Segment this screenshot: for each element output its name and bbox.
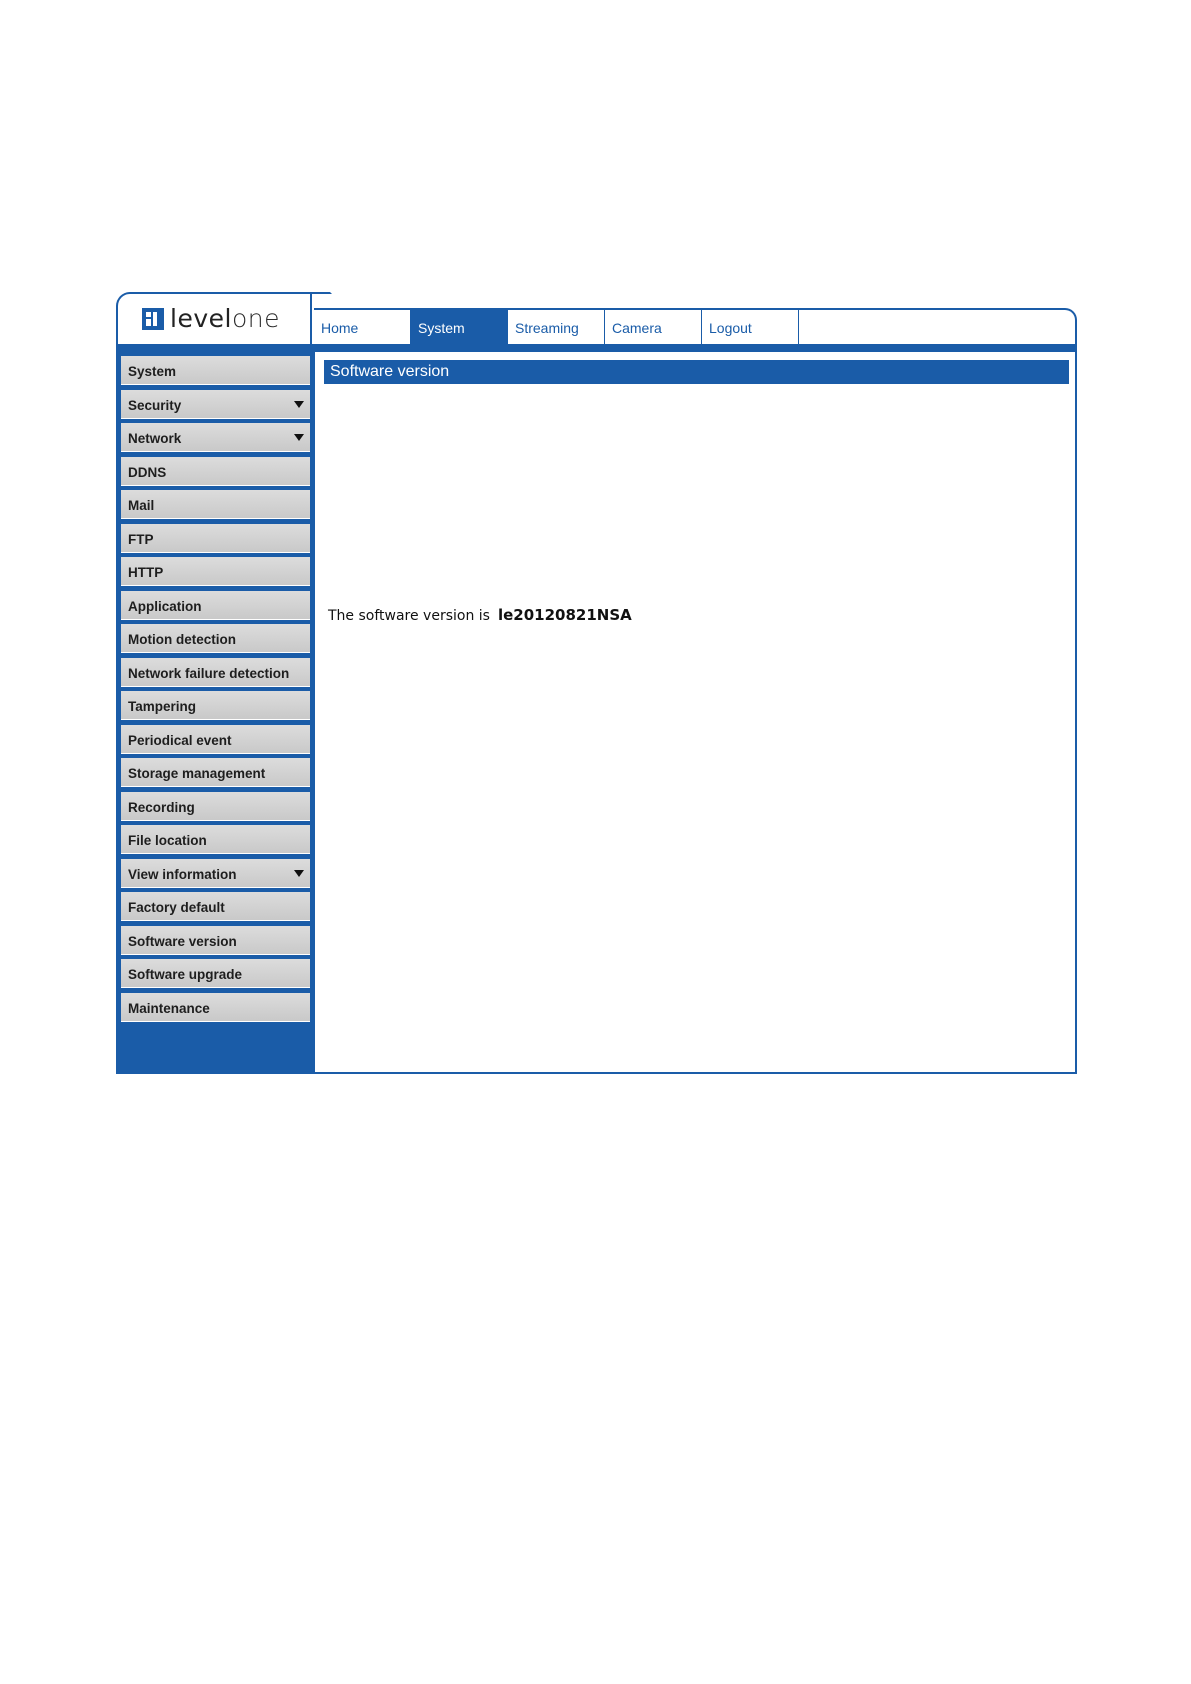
sidebar-item-tampering[interactable]: Tampering — [121, 691, 310, 720]
tab-logout[interactable]: Logout — [702, 310, 799, 344]
chevron-down-icon[interactable] — [294, 401, 304, 408]
logo-text-level: level — [170, 304, 232, 333]
sidebar-item-periodical-event[interactable]: Periodical event — [121, 725, 310, 754]
sidebar-item-label: Security — [128, 397, 182, 413]
sidebar-item-system[interactable]: System — [121, 356, 310, 385]
logo-text-one: one — [231, 304, 280, 333]
sidebar-item-ddns[interactable]: DDNS — [121, 457, 310, 486]
sidebar — [116, 352, 315, 1074]
chevron-down-icon[interactable] — [294, 434, 304, 441]
sidebar-item-http[interactable]: HTTP — [121, 557, 310, 586]
sidebar-item-security[interactable] — [121, 390, 310, 419]
chevron-down-icon[interactable] — [294, 870, 304, 877]
sidebar-item-motion-detection[interactable]: Motion detection — [121, 624, 310, 653]
tab-camera[interactable]: Camera — [605, 310, 702, 344]
sidebar-item-storage-management[interactable]: Storage management — [121, 758, 310, 787]
sidebar-item-label: Network — [128, 431, 182, 446]
software-version-value: le20120821NSA — [497, 606, 632, 624]
sidebar-item-software-upgrade[interactable]: Software upgrade — [121, 959, 310, 988]
main-panel — [315, 352, 1077, 1074]
software-version-line — [328, 606, 632, 624]
sidebar-item-software-version[interactable]: Software version — [121, 926, 310, 955]
camera-admin-app — [116, 292, 1077, 1074]
levelone-logo — [142, 306, 280, 332]
sidebar-item-application[interactable]: Application — [121, 591, 310, 620]
sidebar-item-factory-default[interactable]: Factory default — [121, 892, 310, 921]
levelone-logo-icon — [142, 308, 164, 330]
logo-text — [170, 306, 280, 332]
sidebar-menu — [121, 356, 310, 1026]
sidebar-item-label: View information — [128, 866, 237, 882]
sidebar-item-view-information[interactable] — [121, 859, 310, 888]
page-title: Software version — [324, 360, 1069, 384]
sidebar-item-file-location[interactable]: File location — [121, 825, 310, 854]
logo-tab — [116, 292, 312, 344]
software-version-label: The software version is — [328, 608, 490, 624]
sidebar-item-ftp[interactable]: FTP — [121, 524, 310, 553]
tab-home[interactable]: Home — [314, 310, 411, 344]
top-nav — [314, 310, 799, 344]
sidebar-item-network[interactable] — [121, 423, 310, 452]
tab-streaming[interactable]: Streaming — [508, 310, 605, 344]
nav-underbar — [116, 344, 1077, 352]
sidebar-item-mail[interactable]: Mail — [121, 490, 310, 519]
sidebar-item-network-failure-detection[interactable]: Network failure detection — [121, 658, 310, 687]
tab-system[interactable]: System — [411, 310, 508, 344]
sidebar-item-maintenance[interactable]: Maintenance — [121, 993, 310, 1022]
sidebar-item-recording[interactable]: Recording — [121, 792, 310, 821]
